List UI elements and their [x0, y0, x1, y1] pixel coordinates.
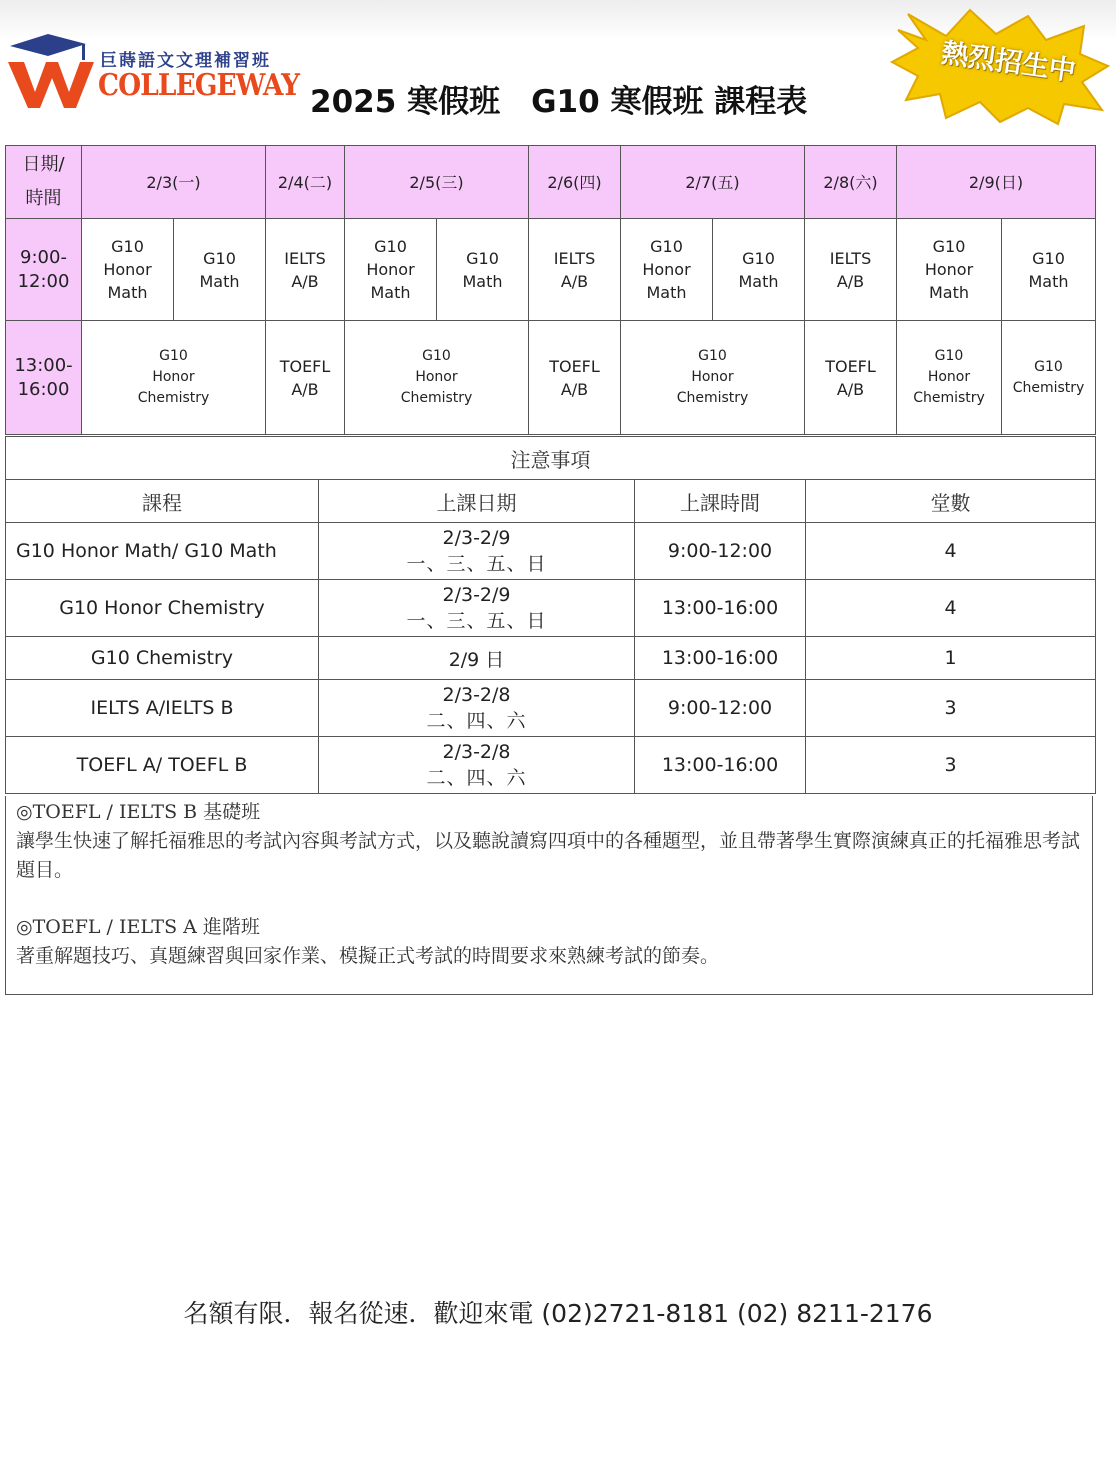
class-cell	[897, 219, 1002, 321]
date-range: 2/3-2/9	[442, 527, 511, 549]
time-slot-start: 9:00-	[20, 246, 67, 268]
class-line: G10	[650, 237, 683, 256]
class-line: A/B	[291, 271, 319, 291]
class-cell	[266, 321, 345, 435]
corner-label-date: 日期/	[22, 154, 65, 175]
class-line: Honor	[691, 369, 734, 385]
class-cell	[713, 219, 805, 321]
time-slot-start: 13:00-	[14, 354, 73, 376]
class-cell	[1002, 321, 1096, 435]
class-line: G10	[698, 348, 727, 364]
class-line: IELTS	[284, 248, 326, 268]
course-cell: IELTS A/IELTS B	[6, 680, 319, 737]
column-header: 上課時間	[635, 480, 806, 523]
basic-class-text: 讓學生快速了解托福雅思的考試內容與考試方式，以及聽說讀寫四項中的各種題型，並且帶著學生實際演練真正的托福雅思考試題目。	[16, 830, 1081, 881]
class-line: G10	[203, 248, 236, 268]
class-line: Honor	[927, 369, 971, 385]
count-cell: 1	[806, 637, 1096, 680]
class-line: TOEFL	[549, 356, 600, 376]
corner-label-time: 時間	[25, 188, 62, 209]
class-line: G10	[374, 237, 407, 256]
date-header: 2/9(日)	[897, 146, 1096, 219]
date-cell	[319, 580, 635, 637]
class-line: Honor	[415, 369, 458, 385]
notes-heading-row	[6, 437, 1096, 480]
date-header: 2/5(三)	[345, 146, 529, 219]
afternoon-row	[6, 321, 1096, 435]
class-line: G10	[932, 237, 966, 256]
page-title: 2025 寒假班 G10 寒假班 課程表	[310, 84, 808, 120]
count-cell: 3	[806, 737, 1096, 794]
class-line: Honor	[152, 369, 195, 385]
time-cell: 9:00-12:00	[635, 523, 806, 580]
class-line: Math	[370, 283, 411, 302]
class-cell	[437, 219, 529, 321]
class-line: A/B	[560, 379, 589, 399]
date-header-row	[6, 146, 1096, 219]
date-header: 2/3(一)	[82, 146, 266, 219]
class-cell	[805, 321, 897, 435]
class-line: G10	[1034, 358, 1063, 375]
enrollment-badge	[888, 6, 1110, 126]
time-slot-end: 16:00	[17, 378, 70, 400]
weekdays: 二、四、六	[426, 710, 527, 732]
date-cell	[319, 680, 635, 737]
class-line: A/B	[291, 379, 319, 399]
badge-text: 熱烈招生中	[939, 37, 1078, 88]
class-line: Math	[738, 271, 779, 291]
advanced-class-text: 著重解題技巧、真題練習與回家作業、模擬正式考試的時間要求來熟練考試的節奏。	[16, 945, 720, 967]
class-cell	[529, 219, 621, 321]
table-row	[6, 680, 1096, 737]
class-line: G10	[466, 248, 499, 268]
class-cell	[897, 321, 1002, 435]
morning-row	[6, 219, 1096, 321]
class-cell	[345, 321, 529, 435]
class-line: G10	[1032, 248, 1065, 268]
class-line: G10	[111, 237, 144, 256]
advanced-class-title: ◎TOEFL / IELTS A 進階班	[16, 916, 260, 938]
date-header: 2/6(四)	[529, 146, 621, 219]
table-row	[6, 580, 1096, 637]
date-header: 2/7(五)	[621, 146, 805, 219]
class-line: Math	[928, 283, 970, 302]
class-line: G10	[422, 348, 451, 364]
class-cell	[82, 219, 174, 321]
graduation-cap-w-icon	[8, 32, 98, 112]
class-line: Chemistry	[676, 390, 749, 406]
date-range: 2/3-2/8	[442, 741, 511, 763]
date-cell: 2/9 日	[319, 637, 635, 680]
class-cell	[805, 219, 897, 321]
class-line: A/B	[836, 271, 865, 291]
corner-header	[6, 146, 82, 219]
class-cell	[1002, 219, 1096, 321]
date-header: 2/8(六)	[805, 146, 897, 219]
column-header: 上課日期	[319, 480, 635, 523]
course-cell: TOEFL A/ TOEFL B	[6, 737, 319, 794]
class-cell	[345, 219, 437, 321]
date-header: 2/4(二)	[266, 146, 345, 219]
class-line: G10	[742, 248, 775, 268]
time-slot-morning	[6, 219, 82, 321]
class-line: TOEFL	[825, 356, 876, 376]
class-line: IELTS	[553, 248, 596, 268]
column-header: 課程	[6, 480, 319, 523]
class-line: Math	[462, 271, 503, 291]
basic-class-title: ◎TOEFL / IELTS B 基礎班	[16, 801, 261, 823]
class-cell	[529, 321, 621, 435]
logo	[8, 32, 300, 112]
schedule-table	[5, 145, 1096, 435]
time-cell: 9:00-12:00	[635, 680, 806, 737]
class-line: Honor	[366, 260, 415, 279]
time-slot-afternoon	[6, 321, 82, 435]
class-line: Math	[199, 271, 240, 291]
count-cell: 3	[806, 680, 1096, 737]
class-line: TOEFL	[279, 356, 331, 376]
contact-footer: 名額有限．報名從速．歡迎來電 (02)2721-8181 (02) 8211-2176	[183, 1299, 933, 1328]
class-line: IELTS	[829, 248, 872, 268]
weekdays: 一、三、五、日	[406, 610, 547, 632]
time-cell: 13:00-16:00	[635, 737, 806, 794]
spacer	[16, 885, 1082, 913]
class-line: G10	[934, 348, 964, 364]
class-line: A/B	[560, 271, 589, 291]
class-cell	[82, 321, 266, 435]
class-line: Chemistry	[137, 390, 210, 406]
class-line: Honor	[103, 260, 152, 279]
weekdays: 二、四、六	[426, 767, 527, 789]
class-line: Math	[107, 283, 148, 302]
count-cell: 4	[806, 580, 1096, 637]
column-header: 堂數	[806, 480, 1096, 523]
time-cell: 13:00-16:00	[635, 637, 806, 680]
class-cell	[621, 219, 713, 321]
class-cell	[621, 321, 805, 435]
class-line: Chemistry	[913, 390, 985, 406]
count-cell: 4	[806, 523, 1096, 580]
class-line: Math	[1028, 271, 1069, 291]
class-line: Chemistry	[400, 390, 473, 406]
course-cell: G10 Chemistry	[6, 637, 319, 680]
course-description	[5, 796, 1093, 995]
notes-heading: 注意事項	[6, 437, 1096, 480]
notes-table	[5, 436, 1096, 794]
logo-chinese-name: 巨蒔語文文理補習班	[100, 51, 271, 71]
class-line: Honor	[642, 260, 691, 279]
date-range: 2/3-2/9	[442, 584, 511, 606]
class-cell	[266, 219, 345, 321]
date-cell	[319, 523, 635, 580]
table-row	[6, 637, 1096, 680]
logo-english-name: COLLEGEWAY	[98, 68, 300, 103]
date-cell	[319, 737, 635, 794]
time-cell: 13:00-16:00	[635, 580, 806, 637]
weekdays: 一、三、五、日	[406, 553, 547, 575]
class-line: Honor	[924, 260, 974, 279]
class-line: Math	[646, 283, 687, 302]
course-cell: G10 Honor Chemistry	[6, 580, 319, 637]
table-row	[6, 737, 1096, 794]
table-row	[6, 523, 1096, 580]
class-line: A/B	[836, 379, 865, 399]
course-cell: G10 Honor Math/ G10 Math	[6, 523, 319, 580]
class-line: G10	[159, 348, 188, 364]
class-cell	[174, 219, 266, 321]
notes-column-header-row	[6, 480, 1096, 523]
time-slot-end: 12:00	[17, 270, 70, 292]
date-range: 2/3-2/8	[442, 684, 511, 706]
class-line: Chemistry	[1012, 379, 1085, 396]
